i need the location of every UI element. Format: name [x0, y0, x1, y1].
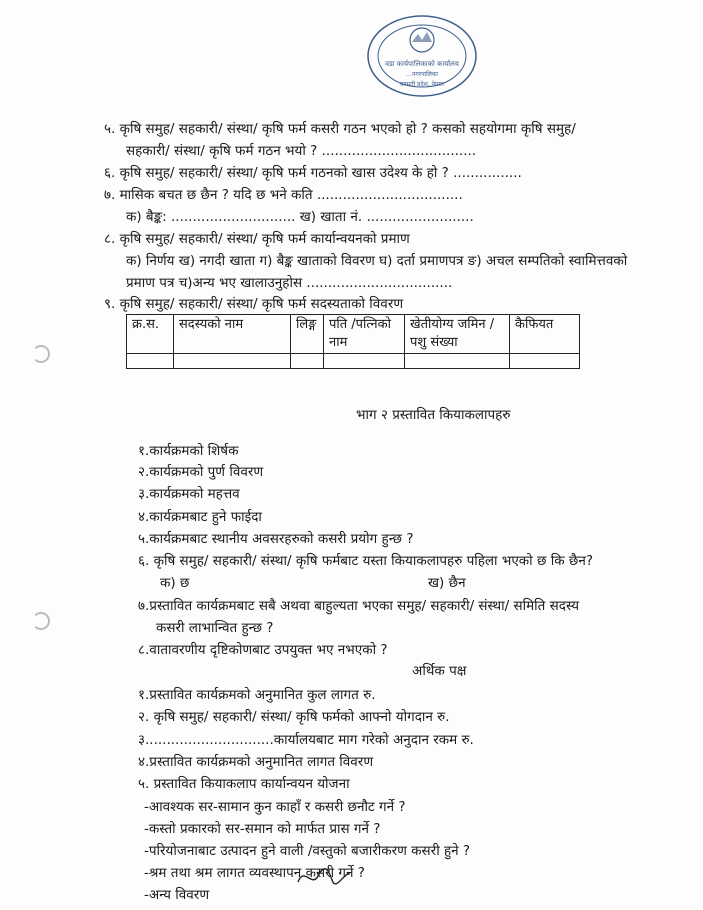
signature — [294, 862, 354, 892]
table-row — [127, 354, 580, 369]
col-land: खेतीयोग्य जमिन /पशु संख्या — [405, 315, 510, 354]
q8-other: प्रमाण पत्र च)अन्य भए खालाउनुहोस .................................. — [126, 275, 453, 291]
q5-line2: सहकारी/ संस्था/ कृषि फर्म गठन भयो ? .................................... — [126, 143, 477, 159]
item-5: ५.कार्यक्रमबाट स्थानीय अवसरहरुको कसरी प्रयोग हुन्छ ? — [138, 531, 414, 547]
col-sn: क्र.स. — [127, 315, 174, 354]
financial-heading: अर्थिक पक्ष — [412, 663, 467, 679]
punch-hole-top — [32, 345, 50, 363]
item-2: २.कार्यक्रमको पुर्ण विवरण — [138, 464, 264, 480]
item-7-cont: कसरी लाभान्वित हुन्छ ? — [156, 620, 274, 636]
col-member-name: सदस्यको नाम — [174, 315, 291, 354]
item-3: ३.कार्यक्रमको महत्तव — [138, 486, 240, 502]
fin-3: ३..............................कार्यालयबाट माग गरेको अनुदान रकम रु. — [138, 732, 474, 748]
col-gender: लिङ्ग — [291, 315, 324, 354]
seal-text-2: …नगरपालिका — [406, 71, 438, 78]
fin-5d: -श्रम तथा श्रम लागत व्यवस्थापन कसरी गर्ने ? — [144, 865, 365, 881]
item-1: १.कार्यक्रमको शिर्षक — [138, 443, 239, 459]
item-8: ८.वातावरणीय दृष्टिकोणबाट उपयुक्त भए नभएको ? — [138, 642, 388, 658]
fin-4: ४.प्रस्तावित कार्यक्रमको अनुमानित लागत विवरण — [138, 754, 374, 770]
seal-text-1: वडा कार्यपालिकाको कार्यालय — [385, 60, 459, 68]
q8-options: क) निर्णय ख) नगदी खाता ग) बैङ्क खाताको विवरण घ) दर्ता प्रमाणपत्र ङ) अचल सम्पतिको स्वामित्तवको — [126, 253, 628, 269]
fin-5: ५. प्रस्तावित कियाकलाप कार्यान्वयन योजना — [138, 776, 350, 792]
fin-2: २. कृषि समुह/ सहकारी/ संस्था/ कृषि फर्मको आफ्नो योगदान रु. — [138, 709, 450, 725]
fin-1: १.प्रस्तावित कार्यक्रमको अनुमानित कुल लागत रु. — [138, 687, 376, 703]
office-seal — [362, 12, 482, 104]
col-remarks: कैफियत — [510, 315, 580, 354]
punch-hole-bottom — [32, 612, 50, 630]
item-6-no: ख) छैन — [428, 575, 466, 591]
fin-5b: -कस्तो प्रकारको सर-समान को मार्फत प्रास गर्ने ? — [144, 821, 381, 837]
fin-5e: -अन्य विवरण — [144, 887, 210, 903]
q7-bank: क) बैङ्क: ............................. ख) खाता नं. ......................... — [126, 209, 474, 225]
members-table — [126, 314, 580, 369]
q7: ७. मासिक बचत छ छैन ? यदि छ भने कति .................................. — [104, 187, 463, 203]
q9: ९. कृषि समुह/ सहकारी/ संस्था/ कृषि फर्म सदस्यताको विवरण — [104, 296, 404, 312]
q8: ८. कृषि समुह/ सहकारी/ संस्था/ कृषि फर्म कार्यान्वयनको प्रमाण — [104, 231, 410, 247]
item-6-yes: क) छ — [160, 575, 190, 591]
item-7: ७.प्रस्तावित कार्यक्रमबाट सबै अथवा बाहुल्यता भएका समुह/ सहकारी/ संस्था/ समिति सदस्य — [138, 598, 580, 614]
part2-heading: भाग २ प्रस्तावित कियाकलापहरु — [356, 407, 511, 423]
q5-line1: ५. कृषि समुह/ सहकारी/ संस्था/ कृषि फर्म कसरी गठन भएको हो ? कसको सहयोगमा कृषि समुह/ — [104, 121, 576, 137]
q6: ६. कृषि समुह/ सहकारी/ संस्था/ कृषि फर्म गठनको खास उदेश्य के हो ? ................ — [104, 165, 522, 181]
seal-text-3: वाग्मती प्रदेश, नेपाल — [400, 81, 444, 88]
fin-5a: -आवश्यक सर-सामान कुन काहाँ र कसरी छनौट गर्ने ? — [144, 799, 406, 815]
fin-5c: -परियोजनाबाट उत्पादन हुने वाली /वस्तुको बजारीकरण कसरी हुने ? — [144, 843, 471, 859]
item-4: ४.कार्यक्रमबाट हुने फाईदा — [138, 509, 262, 525]
item-6: ६. कृषि समुह/ सहकारी/ संस्था/ कृषि फर्मबाट यस्ता कियाकलापहरु पहिला भएको छ कि छैन? — [138, 553, 593, 569]
col-spouse-name: पति /पत्निको नाम — [324, 315, 405, 354]
